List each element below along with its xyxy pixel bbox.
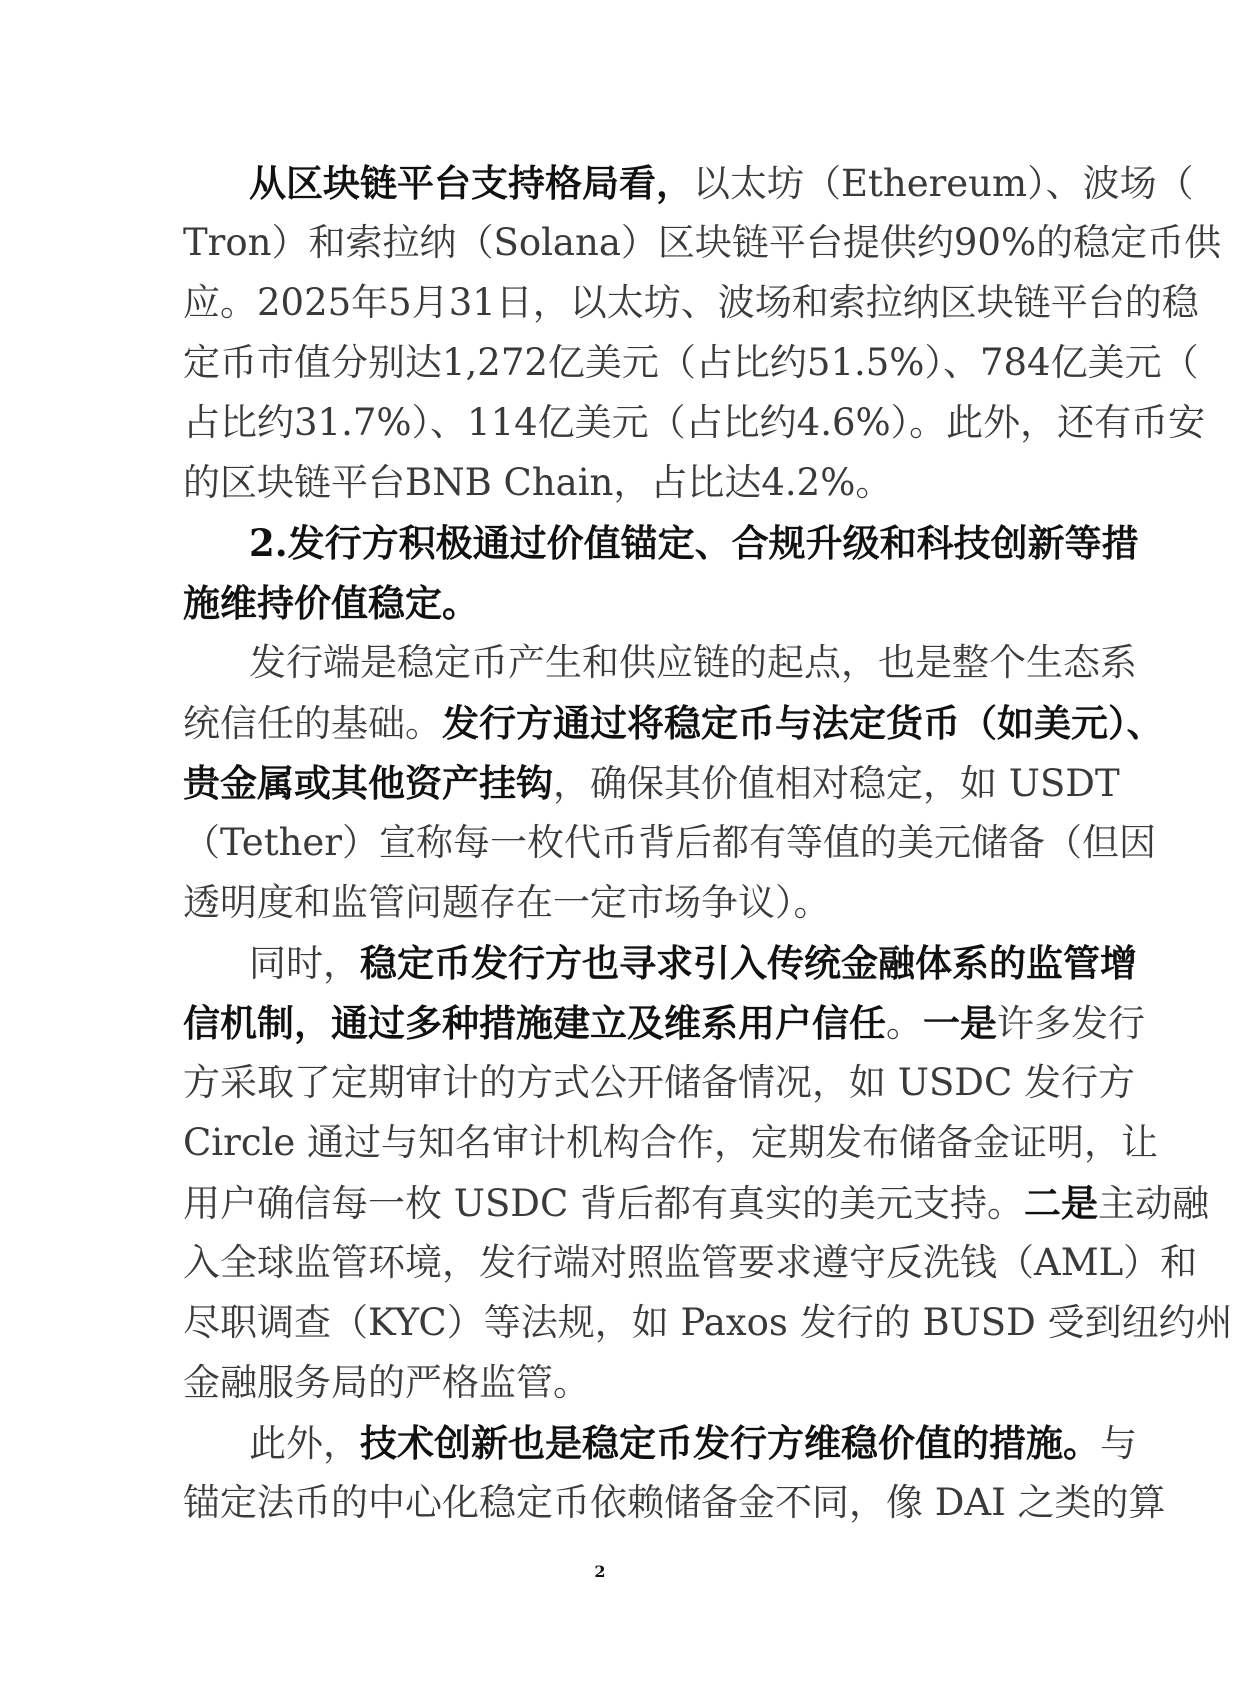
text-line <box>183 933 1137 993</box>
body-text: 金融服务局的严格监管。 <box>183 1361 590 1404</box>
document-body <box>183 153 1233 1533</box>
body-text: 入全球监管环境，发行端对照监管要求遵守反洗钱（AML）和 <box>183 1241 1198 1284</box>
text-line <box>183 1053 1136 1113</box>
text-line <box>183 273 1199 333</box>
body-text: Circle 通过与知名审计机构合作，定期发布储备金证明，让 <box>183 1121 1159 1164</box>
paragraph <box>183 933 1233 1413</box>
text-line <box>183 1293 1233 1353</box>
text-line <box>183 153 1194 213</box>
text-line <box>183 1353 1025 1413</box>
body-text: 定币市值分别达1,272亿美元（占比约51.5%）、784亿美元（ <box>183 341 1199 384</box>
text-line <box>183 333 1199 393</box>
body-text: 锚定法币的中心化稳定币依赖储备金不同，像 DAI 之类的算 <box>183 1481 1166 1524</box>
paragraph <box>183 513 1139 633</box>
text-line <box>183 573 1025 633</box>
body-text: 统信任的基础。 <box>183 702 442 745</box>
text-line <box>183 213 1222 273</box>
body-text: 方采取了定期审计的方式公开储备情况，如 USDC 发行方 <box>183 1061 1136 1104</box>
text-line <box>183 813 1156 873</box>
body-text: 尽职调查（KYC）等法规，如 Paxos 发行的 BUSD 受到纽约州 <box>183 1301 1233 1344</box>
bold-text: 一是 <box>923 1001 997 1045</box>
body-text: 的区块链平台BNB Chain，占比达4.2%。 <box>183 461 893 504</box>
body-text: 主动融 <box>1098 1182 1210 1225</box>
paragraph <box>183 153 1222 513</box>
text-line <box>183 513 1139 573</box>
text-line <box>183 693 1164 753</box>
text-line <box>183 453 1025 513</box>
body-text: 发行端是稳定币产生和供应链的起点，也是整个生态系 <box>249 641 1137 684</box>
bold-text: 信机制，通过多种措施建立及维系用户信任 <box>183 1001 886 1045</box>
text-line <box>183 393 1206 453</box>
page-number: 2 <box>594 1562 606 1581</box>
bold-text: 稳定币发行方也寻求引入传统金融体系的监管增 <box>360 941 1137 985</box>
body-text: 与 <box>1100 1422 1137 1465</box>
bold-text: 发行方通过将稳定币与法定货币（如美元）、 <box>442 701 1164 745</box>
body-text: 占比约31.7%）、114亿美元（占比约4.6%）。此外，还有币安 <box>183 401 1206 444</box>
text-line <box>183 993 1145 1053</box>
body-text: 。 <box>886 1002 923 1045</box>
bold-text: 2.发行方积极通过价值锚定、合规升级和科技创新等措 <box>249 521 1139 565</box>
text-line <box>183 1413 1137 1473</box>
bold-text: 技术创新也是稳定币发行方维稳价值的措施。 <box>360 1421 1100 1465</box>
text-line <box>183 753 1120 813</box>
body-text: 此外， <box>249 1422 360 1465</box>
text-line <box>183 1113 1159 1173</box>
body-text: Tron）和索拉纳（Solana）区块链平台提供约90%的稳定币供 <box>183 221 1222 264</box>
body-text: 以太坊（Ethereum）、波场（ <box>693 162 1194 205</box>
text-line <box>183 873 1025 933</box>
bold-text: 二是 <box>1024 1181 1099 1225</box>
body-text: 同时， <box>249 942 360 985</box>
paragraph <box>183 1413 1166 1533</box>
body-text: 用户确信每一枚 USDC 背后都有真实的美元支持。 <box>183 1182 1025 1225</box>
body-text: （Tether）宣称每一枚代币背后都有等值的美元储备（但因 <box>183 821 1156 864</box>
text-line <box>183 633 1137 693</box>
body-text: 透明度和监管问题存在一定市场争议）。 <box>183 881 831 924</box>
paragraph <box>183 633 1164 933</box>
bold-text: 施维持价值稳定。 <box>183 581 479 625</box>
bold-text: 贵金属或其他资产挂钩 <box>183 761 553 805</box>
text-line <box>183 1473 1166 1533</box>
body-text: ，确保其价值相对稳定，如 USDT <box>553 762 1120 805</box>
body-text: 应。2025年5月31日，以太坊、波场和索拉纳区块链平台的稳 <box>183 281 1199 324</box>
bold-text: 从区块链平台支持格局看， <box>249 161 693 205</box>
body-text: 许多发行 <box>997 1002 1145 1045</box>
text-line <box>183 1173 1210 1233</box>
text-line <box>183 1233 1198 1293</box>
